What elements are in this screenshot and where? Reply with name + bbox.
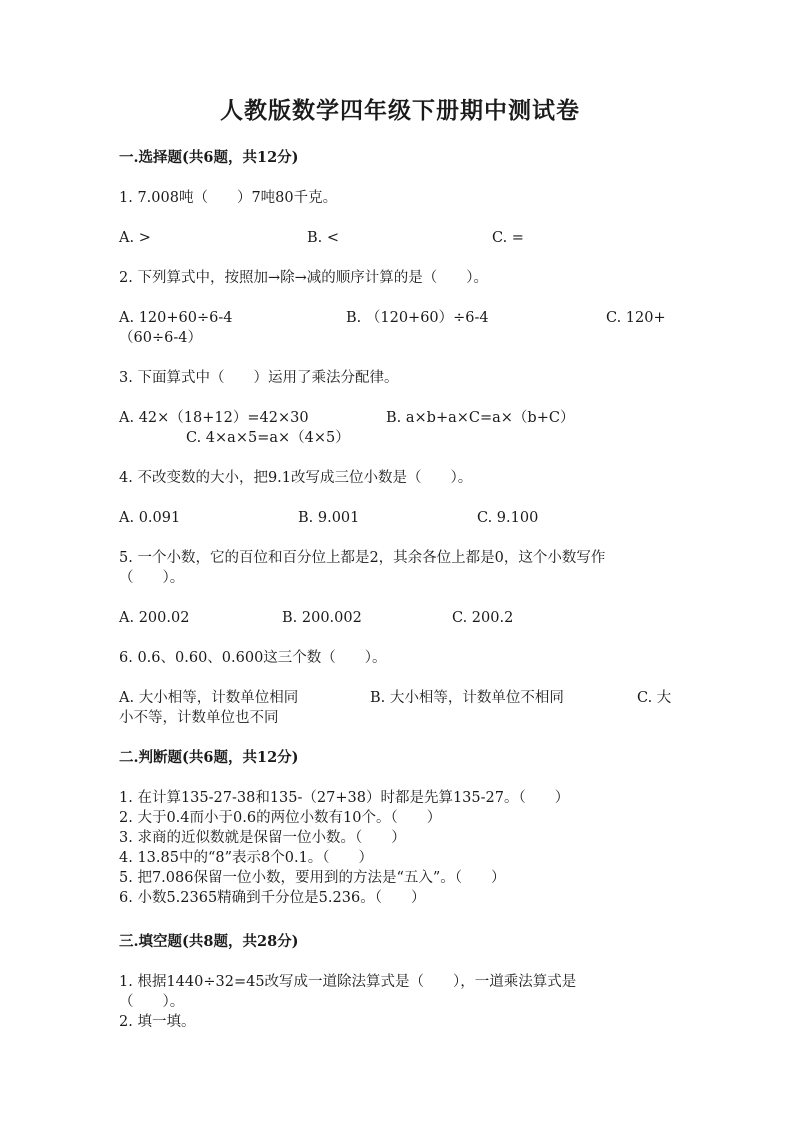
question-stem: 3. 下面算式中（ ）运用了乘法分配律。 <box>119 370 399 386</box>
section-heading-fill-blank: 三.填空题(共8题，共28分) <box>119 933 299 950</box>
option-b: B. 200.002 <box>282 610 362 626</box>
option-c: C. 120+ <box>606 310 666 326</box>
question-stem: 4. 不改变数的大小，把9.1改写成三位小数是（ ）。 <box>119 470 473 486</box>
option-c-continued: 小不等，计数单位也不同 <box>119 710 279 726</box>
question-stem: 6. 0.6、0.60、0.600这三个数（ ）。 <box>119 650 387 666</box>
judgment-item: 4. 13.85中的“8”表示8个0.1。（ ） <box>119 850 374 866</box>
option-c: C. 4×a×5=a×（4×5） <box>186 430 350 446</box>
question-stem-continued: （ ）。 <box>119 570 185 586</box>
option-c-continued: （60÷6-4） <box>119 330 202 346</box>
option-b: B. a×b+a×C=a×（b+C） <box>386 410 575 426</box>
option-a: A. 200.02 <box>119 610 190 626</box>
option-a: A. 大小相等，计数单位相同 <box>119 690 299 706</box>
option-a: A. > <box>119 230 151 246</box>
question-stem: 5. 一个小数，它的百位和百分位上都是2，其余各位上都是0，这个小数写作 <box>119 550 606 566</box>
judgment-item: 6. 小数5.2365精确到千分位是5.236。（ ） <box>119 890 426 906</box>
option-c: C. 200.2 <box>452 610 514 626</box>
question-stem: 1. 7.008吨（ ）7吨80千克。 <box>119 190 338 206</box>
page-title: 人教版数学四年级下册期中测试卷 <box>220 97 580 124</box>
option-b: B. 9.001 <box>298 510 360 526</box>
option-c: C. 9.100 <box>477 510 539 526</box>
judgment-item: 3. 求商的近似数就是保留一位小数。（ ） <box>119 830 406 846</box>
option-b: B. 大小相等，计数单位不相同 <box>370 690 564 706</box>
option-c: C. = <box>492 230 524 246</box>
judgment-item: 5. 把7.086保留一位小数，要用到的方法是“五入”。（ ） <box>119 870 506 886</box>
option-a: A. 120+60÷6-4 <box>119 310 233 326</box>
section-heading-judgment: 二.判断题(共6题，共12分) <box>119 749 299 766</box>
option-c: C. 大 <box>637 690 672 706</box>
fill-blank-item-continued: （ ）。 <box>119 994 185 1010</box>
fill-blank-item: 2. 填一填。 <box>119 1014 196 1030</box>
judgment-item: 2. 大于0.4而小于0.6的两位小数有10个。（ ） <box>119 810 442 826</box>
fill-blank-item: 1. 根据1440÷32=45改写成一道除法算式是（ ），一道乘法算式是 <box>119 974 577 990</box>
option-a: A. 0.091 <box>119 510 181 526</box>
option-b: B. （120+60）÷6-4 <box>346 310 489 326</box>
option-a: A. 42×（18+12）=42×30 <box>119 410 309 426</box>
judgment-item: 1. 在计算135-27-38和135-（27+38）时都是先算135-27。（ ） <box>119 790 570 806</box>
option-b: B. < <box>307 230 340 246</box>
section-heading-choice: 一.选择题(共6题，共12分) <box>119 149 299 166</box>
question-stem: 2. 下列算式中，按照加→除→减的顺序计算的是（ ）。 <box>119 270 488 286</box>
